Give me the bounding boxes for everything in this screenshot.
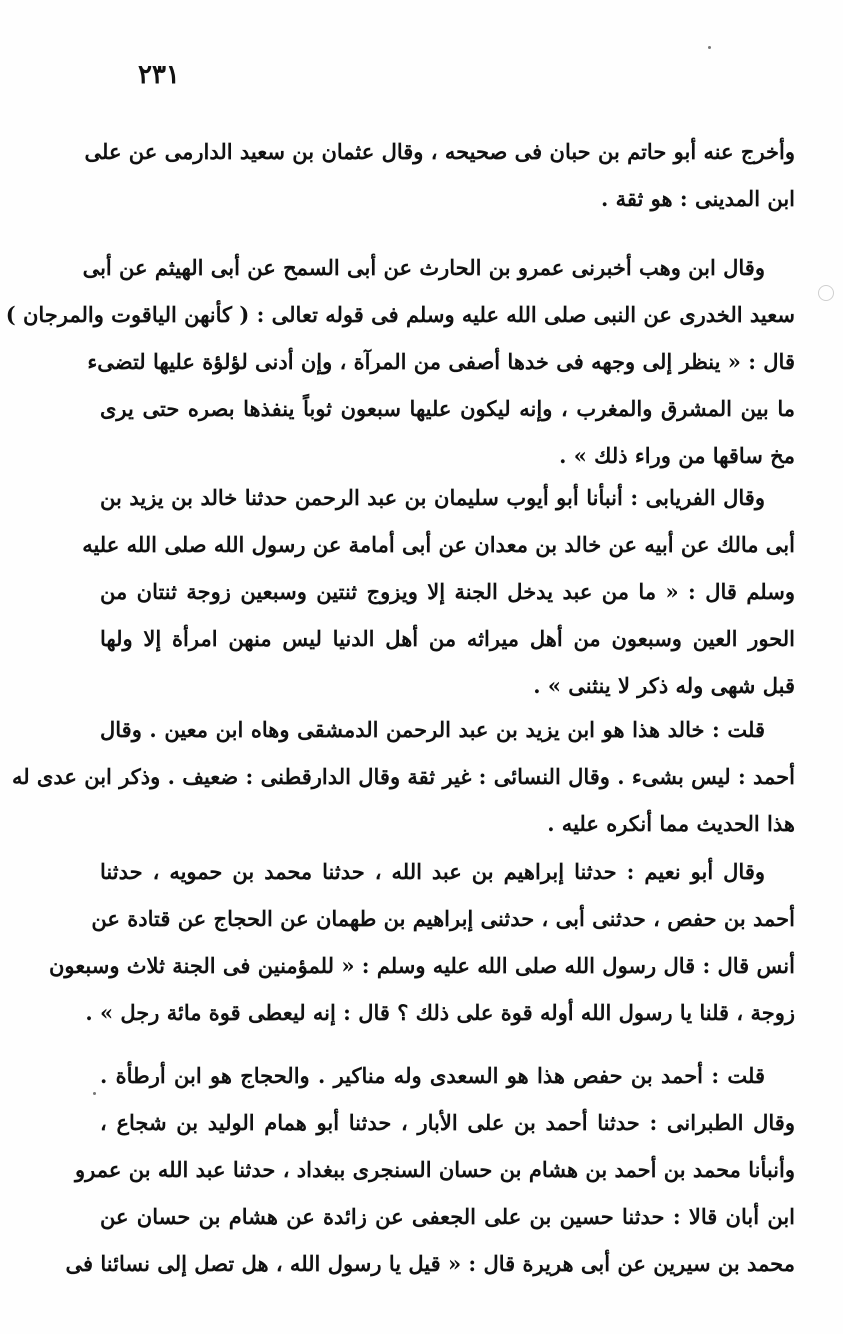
text-line: مخ ساقها من وراء ذلك » . <box>559 443 795 468</box>
text-line: ما بين المشرق والمغرب ، وإنه ليكون عليها سبعون ثوباً ينفذها بصره حتى يرى <box>100 396 795 421</box>
text-line: وقال الفريابى : أنبأنا أبو أيوب سليمان بن عبد الرحمن حدثنا خالد بن يزيد بن <box>100 485 765 510</box>
text-line: محمد بن سيرين عن أبى هريرة قال : « قيل يا رسول الله ، هل تصل إلى نسائنا فى <box>65 1251 795 1276</box>
text-line: وأنبأنا محمد بن أحمد بن هشام بن حسان السنجرى ببغداد ، حدثنا عبد الله بن عمرو <box>75 1157 795 1182</box>
margin-hole-mark <box>818 285 834 301</box>
text-line: أبى مالك عن أبيه عن خالد بن معدان عن أبى أمامة عن رسول الله صلى الله عليه <box>82 532 795 557</box>
paragraph <box>65 1052 795 1287</box>
text-line: هذا الحديث مما أنكره عليه . <box>547 811 795 836</box>
text-line: الحور العين وسبعون من أهل ميراثه من أهل الدنيا ليس منهن امرأة إلا ولها <box>100 626 795 651</box>
text-line: وقال أبو نعيم : حدثنا إبراهيم بن عبد الله ، حدثنا محمد بن حمويه ، حدثنا <box>100 859 765 884</box>
text-line: قبل شهى وله ذكر لا ينثنى » . <box>533 673 795 698</box>
paragraph <box>84 128 795 222</box>
text-line: وأخرج عنه أبو حاتم بن حبان فى صحيحه ، وقال عثمان بن سعيد الدارمى عن على <box>84 139 795 164</box>
text-line: أنس قال : قال رسول الله صلى الله عليه وسلم : « للمؤمنين فى الجنة ثلاث وسبعون <box>48 953 795 978</box>
text-line: وقال ابن وهب أخبرنى عمرو بن الحارث عن أبى السمح عن أبى الهيثم عن أبى <box>82 255 765 280</box>
text-line: ابن أبان قالا : حدثنا حسين بن على الجعفى عن زائدة عن هشام بن حسان عن <box>100 1204 795 1229</box>
paragraph <box>48 848 795 1036</box>
text-line: قلت : خالد هذا هو ابن يزيد بن عبد الرحمن الدمشقى وهاه ابن معين . وقال <box>100 717 765 742</box>
print-speck <box>93 1092 96 1095</box>
text-line: ابن المدينى : هو ثقة . <box>600 186 795 211</box>
text-line: وقال الطبرانى : حدثنا أحمد بن على الأبار ، حدثنا أبو همام الوليد بن شجاع ، <box>100 1110 795 1135</box>
text-line: أحمد : ليس بشىء . وقال النسائى : غير ثقة وقال الدارقطنى : ضعيف . وذكر ابن عدى له <box>11 764 795 789</box>
text-line: قلت : أحمد بن حفص هذا هو السعدى وله مناكير . والحجاج هو ابن أرطأة . <box>100 1063 765 1088</box>
paragraph <box>82 474 795 709</box>
text-line: وسلم قال : « ما من عبد يدخل الجنة إلا ويزوج ثنتين وسبعين زوجة ثنتان من <box>100 579 795 604</box>
page-number: ٢٣١ <box>138 60 180 90</box>
paragraph <box>11 706 795 847</box>
print-speck <box>708 46 711 49</box>
text-line: أحمد بن حفص ، حدثنى أبى ، حدثنى إبراهيم بن طهمان عن الحجاج عن قتادة عن <box>91 906 795 931</box>
text-line: سعيد الخدرى عن النبى صلى الله عليه وسلم فى قوله تعالى : ( كأنهن الياقوت والمرجان ) <box>5 302 795 327</box>
text-line: قال : « ينظر إلى وجهه فى خدها أصفى من المرآة ، وإن أدنى لؤلؤة عليها لتضىء <box>87 349 795 374</box>
text-line: زوجة ، قلنا يا رسول الله أوله قوة على ذلك ؟ قال : إنه ليعطى قوة مائة رجل » . <box>85 1000 795 1025</box>
paragraph <box>5 244 795 479</box>
